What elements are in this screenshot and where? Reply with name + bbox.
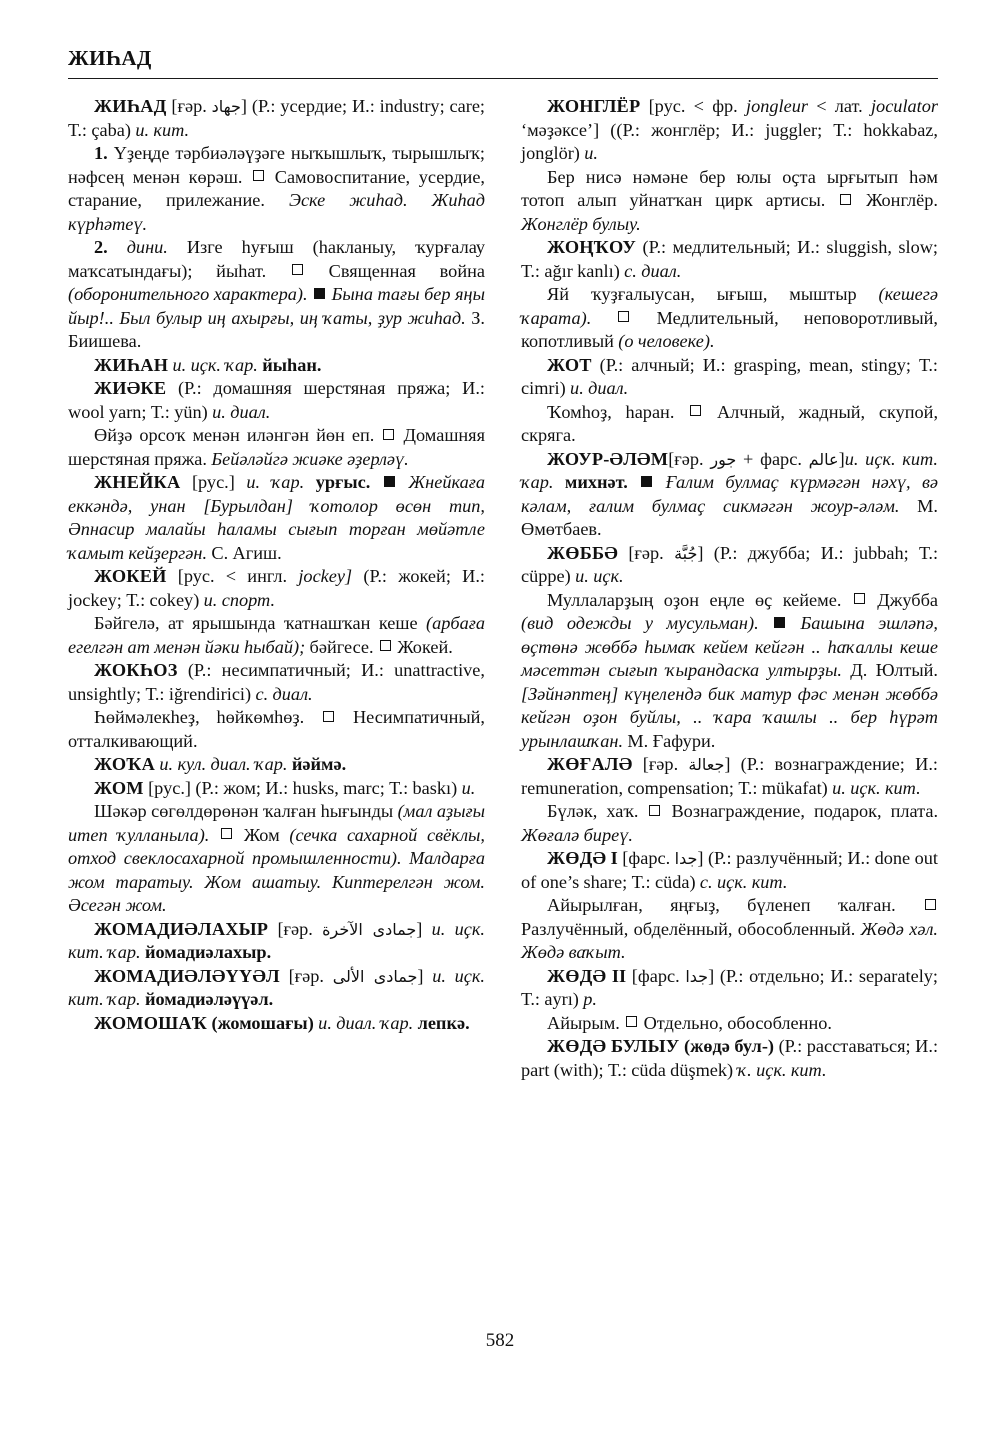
- gloss-ru: (Р.: жокей;: [363, 566, 451, 586]
- entry-zhihad-sense-2: [68, 236, 485, 354]
- headword: ЖОНГЛЁР: [547, 96, 641, 116]
- gloss-ru: (Р.: разлучённый;: [707, 848, 843, 868]
- headword: ЖОМАДИӘЛӘҮҮӘЛ: [94, 965, 280, 986]
- etymology: [ғəр. جمادى الألى]: [288, 965, 424, 986]
- sense-number: 2.: [94, 237, 108, 257]
- header-rule: [68, 78, 938, 79]
- cross-reference: михнəт.: [564, 472, 628, 492]
- sense-definition-ru: Священная война: [328, 260, 485, 281]
- definition-ru: Вознаграждение, подарок, плата.: [671, 801, 939, 821]
- entry-zhoda-2: [521, 965, 938, 1012]
- gloss-ru: (Р.: отдельно;: [719, 965, 825, 986]
- gloss-ru: (Р.: джубба;: [713, 542, 811, 563]
- gloss-tr: Т.: baskı): [389, 777, 458, 798]
- open-square-icon: [253, 170, 264, 181]
- gloss-ru: (Р.: несимпатичный;: [187, 660, 351, 680]
- headword-form: (жомошағы): [211, 1012, 314, 1033]
- open-square-icon: [649, 805, 660, 816]
- grammar-label: и. кул. диал. ҡар.: [159, 754, 288, 774]
- entry-zhomadialahyr: [68, 918, 485, 965]
- headword: ЖИҺАД: [94, 96, 167, 116]
- headword: ЖОКЕЙ: [94, 566, 167, 586]
- citation: Бына тағы бер яңы йыр!.. Был булыр иң ахырғы, иң ҡаты, ҙур жиһад.: [68, 284, 485, 328]
- definition-ru: Разлучённый, обделённый, обособленный.: [521, 918, 856, 939]
- citation-1: Башына эшлəпə, өҫтөнə жөббə һымаҡ кейем кейгəн .. һаҡаллы кеше мəсеттəн сығып ҡырандаска ултырҙы.: [521, 613, 938, 680]
- citation-2: [Зəйнəптең] күңелендə бик матур фəс менəн жөббə кейгəн оҙон буйлы, .. ҡара ҡашлы .. бер һүрəт урынлашҡан.: [521, 683, 938, 751]
- definition-ru: Медлительный, неповоротливый, копотливый: [521, 307, 939, 351]
- usage-label: дини.: [126, 237, 168, 257]
- gloss-tr: Т.: cüda düşmek): [607, 1059, 734, 1080]
- grammar-label: с. иҫк. кит.: [699, 871, 788, 892]
- etymology: [фарс. جدا]: [631, 965, 715, 986]
- filled-square-icon: [314, 288, 325, 299]
- etymology: [ғəр. جمادى الآخرة]: [277, 918, 423, 939]
- homonym-number: II: [611, 965, 627, 986]
- etymology: [фарс. جدا]: [622, 848, 704, 868]
- definition-ru: Жокей.: [397, 636, 453, 657]
- grammar-label: р.: [583, 989, 597, 1009]
- entry-zhomadialauual: [68, 965, 485, 1012]
- etymology-prefix: [рус. < ингл.: [177, 566, 288, 586]
- grammar-label: и. спорт.: [203, 589, 276, 610]
- gloss-en: И.: grasping, mean, stingy;: [702, 354, 911, 375]
- gloss-ru: Р.: усердие;: [257, 96, 348, 116]
- open-square-icon: [690, 405, 701, 416]
- cross-reference: урғыс.: [315, 472, 371, 492]
- definition-bash-end: бəйгесе.: [309, 636, 374, 657]
- definition-bash: Ҡомһоҙ, һаран.: [547, 401, 675, 422]
- entry-zhiake: [68, 377, 485, 424]
- gloss-en: И.: husks, marc;: [265, 777, 385, 798]
- grammar-label: и. кит.: [135, 119, 190, 140]
- headword: ЖОМОШАҠ: [94, 1012, 208, 1033]
- gloss-ru: (Р.: домашняя шерстяная пряжа;: [178, 378, 451, 398]
- examples: Малдарға жом таратыу. Жом ашатыу. Киптерелгəн жом. Əсегəн жом.: [68, 848, 486, 915]
- gloss-tr: Т.: cimri): [521, 354, 938, 398]
- etymology-source-lat: joculator: [870, 96, 938, 116]
- citation-author: З. Биишева.: [68, 307, 485, 351]
- entry-zhoda-1: [521, 847, 938, 894]
- gloss-en: И.: separately;: [830, 965, 939, 986]
- running-head: ЖИҺАД: [68, 46, 152, 70]
- entry-zhokhoz-definition: [68, 706, 485, 753]
- definition-ru: Жом: [243, 824, 280, 845]
- definition-bash-paren: (кешегə ҡарата).: [521, 284, 938, 328]
- entry-zhom-definition: [68, 800, 485, 918]
- etymology: [рус.]: [191, 472, 235, 492]
- gloss-tr: Т.: ağır kanlı): [521, 260, 620, 281]
- grammar-label: и. иҫк.: [575, 566, 624, 586]
- open-square-icon: [840, 194, 851, 205]
- grammar-label: и. иҫк. ҡар.: [172, 354, 258, 375]
- entry-zhour-alam: [521, 448, 938, 542]
- homonym-number: I: [610, 848, 618, 868]
- arabic-script: جهاد: [211, 97, 241, 116]
- gloss-tr: Т.: hokkabaz, jonglör): [521, 119, 938, 163]
- examples: Бейəлəйгə жиəке əҙерлəү.: [211, 448, 409, 469]
- grammar-label: и.: [584, 143, 598, 163]
- definition-bash: Бүлəк, хаҡ.: [547, 801, 639, 821]
- entry-zhokey: [68, 565, 485, 612]
- arabic-script: جدا: [674, 849, 698, 868]
- etymology: [рус.]: [148, 777, 191, 798]
- headword: ЖИӘКЕ: [94, 378, 167, 398]
- gloss-en: И.: remuneration, compensation;: [521, 754, 938, 798]
- gloss-tr: Т.: cüppe): [521, 542, 939, 586]
- gloss-en: И.: jockey;: [68, 566, 485, 610]
- gloss-ru: (Р.: расставаться;: [778, 1036, 911, 1056]
- grammar-label: и. иҫк. кит. ҡар.: [68, 918, 485, 962]
- entry-zhonglyor: ЖОНГЛЁР [рус. < фр. jongleur < лат. joculator ‘мəҙəксе’] ((Р.: жонглёр; И.: juggler; Т.: hokkabaz, jonglör) и.: [521, 96, 938, 163]
- definition-bash: Муллаларҙың оҙон еңле өҫ кейеме.: [547, 589, 842, 610]
- grammar-label: и. иҫк. кит. ҡар.: [521, 448, 938, 492]
- definition-ru: Домашняя шерстяная пряжа.: [68, 425, 485, 469]
- gloss-tr: Т.: iğrendirici): [145, 683, 252, 704]
- etymology-meaning: ‘мəҙəксе’]: [521, 119, 600, 140]
- entry-zhoka: [68, 753, 485, 777]
- gloss-en: И.: jubbah;: [820, 542, 909, 563]
- headword: ЖНЕЙКА: [94, 472, 181, 492]
- arabic-script: جمادى الآخرة: [322, 919, 417, 939]
- definition-bash-paren: (мал аҙығы итеп ҡулланыла).: [68, 801, 485, 845]
- open-square-icon: [618, 311, 629, 322]
- grammar-label: и. диал.: [212, 401, 271, 422]
- open-square-icon: [292, 264, 303, 275]
- definition-bash-paren: (арбаға егелгəн ат менəн йəки һыбай);: [68, 613, 485, 657]
- definition-bash: Өйҙə орсоҡ менəн илəнгəн йөн еп.: [94, 425, 375, 445]
- filled-square-icon: [384, 476, 395, 487]
- entry-zhneika: [68, 471, 485, 565]
- arabic-script: جور: [710, 449, 737, 469]
- headword: ЖОУР-ӘЛӘМ: [547, 448, 669, 469]
- cross-reference: лепкə.: [417, 1012, 470, 1033]
- definition-bash: Шəкəр сөгөлдөрөнəн ҡалған һығынды: [94, 801, 394, 821]
- open-square-icon: [221, 828, 232, 839]
- definition-ru: Джубба: [877, 589, 939, 610]
- cross-reference: йыһан.: [262, 354, 322, 375]
- definition-ru: Жонглёр.: [866, 190, 938, 210]
- definition-bash: Айырым.: [547, 1012, 620, 1033]
- citation: Жнейкаға еккəндə, унан [Бурылдан] ҡотолор өсөн тип, Əпнасир малайы һаламы сығып торған мөйəтле ҡамыт кейҙергəн.: [68, 472, 486, 563]
- cross-reference: йомадиəлəүүəл.: [144, 989, 274, 1009]
- definition-bash: Һөймəлекһеҙ, һөйкөмһөҙ.: [94, 707, 305, 727]
- definition-bash: Бəйгелə, ат ярышында ҡатнашҡан кеше: [94, 613, 418, 633]
- citation-author: С. Агиш.: [211, 542, 282, 563]
- right-column: [521, 95, 938, 1082]
- gloss-en: И.: sluggish, slow;: [797, 237, 939, 257]
- headword: ЖОМАДИӘЛАХЫР: [94, 918, 269, 939]
- grammar-label: с. диал.: [255, 683, 313, 704]
- sense-examples: Эске жиһад. Жиһад күрһəтеү.: [68, 190, 485, 234]
- headword: ЖӨДӘ: [547, 848, 607, 868]
- arabic-script: جدا: [685, 966, 709, 986]
- open-square-icon: [925, 899, 936, 910]
- headword: ЖОКҺОЗ: [94, 660, 178, 680]
- headword: ЖОМ: [94, 777, 144, 798]
- examples: Жөдə хəл. Жөдə ваҡыт.: [521, 918, 939, 962]
- sense-definition-ru-paren: (оборонительного характера).: [68, 284, 308, 304]
- citation-author: М. Өмөтбаев.: [521, 495, 938, 539]
- gloss-tr: Т.: cokey): [126, 589, 200, 610]
- grammar-label: с. диал.: [624, 260, 682, 281]
- gloss-en: И.: part (with);: [521, 1036, 939, 1080]
- entry-zhobba-definition: [521, 589, 938, 754]
- entry-zhobba: [521, 542, 938, 589]
- entry-zhot: [521, 354, 938, 401]
- headword: ЖИҺАН: [94, 354, 169, 375]
- open-square-icon: [854, 593, 865, 604]
- headword-form: (жөдə бул-): [684, 1036, 774, 1056]
- entry-zhiake-definition: [68, 424, 485, 471]
- grammar-label: и. иҫк. кит. ҡар.: [68, 965, 485, 1009]
- etymology: [ғəр. جهاد]: [171, 96, 247, 116]
- grammar-label: и. диал. ҡар.: [318, 1012, 414, 1033]
- entry-zhogala: [521, 753, 938, 800]
- definition-ru: Несимпатичный, отталкивающий.: [68, 707, 486, 751]
- headword: ЖОҠА: [94, 754, 155, 774]
- etymology-prefix: [рус. < фр.: [648, 96, 738, 116]
- arabic-script: جُبَّة: [674, 543, 698, 563]
- entry-zhot-definition: [521, 401, 938, 448]
- gloss-tr: Т.: yün): [150, 401, 208, 422]
- etymology-mid: < лат.: [816, 96, 863, 116]
- cross-reference: йомадиəлахыр.: [144, 942, 272, 962]
- entry-zhihad: ЖИҺАД [ғəр. جهاد] (Р.: усердие; И.: industry; care; Т.: çaba) и. кит.: [68, 96, 486, 140]
- etymology-source-fr: jongleur: [746, 96, 808, 116]
- cross-reference: йəймə.: [291, 754, 347, 774]
- sense-definition-bash: Изге һуғыш (һакланыу, ҡурғалау маҡсатындағы); йыһат.: [68, 237, 486, 281]
- entry-zhokhoz: [68, 659, 485, 706]
- definition-ru-paren: (о человеке).: [618, 331, 715, 351]
- two-column-body: [68, 95, 938, 1082]
- etymology-source: jockey]: [298, 566, 353, 586]
- open-square-icon: [383, 429, 394, 440]
- headword: ЖОТ: [547, 354, 592, 375]
- headword: ЖОҢҠОУ: [547, 237, 637, 257]
- headword: ЖӨҒАЛӘ: [547, 754, 633, 774]
- gloss-tr: Т.: cüda): [631, 871, 696, 892]
- arabic-script: جمادى الألى: [332, 966, 418, 986]
- sense-number: 1.: [94, 143, 108, 163]
- headword: ЖӨДӘ БУЛЫУ: [547, 1036, 680, 1056]
- page-number: 582: [485, 1330, 515, 1351]
- etymology: [ғəр. جور + фарс. عالم]: [668, 448, 845, 469]
- gloss-ru: (Р.: вознаграждение;: [740, 754, 905, 774]
- citation-1-author: Д. Юлтый.: [850, 660, 938, 680]
- definition-bash: Яй ҡуҙғалыусан, ығыш, мыштыр: [547, 284, 857, 304]
- gloss-ru: (Р.: жом;: [195, 777, 261, 798]
- sense-definition-bash: Үҙеңде тəрбиəлəүҙəге ныҡышлыҡ, тырышлыҡ; нəфсең менəн көрəш.: [68, 143, 485, 187]
- citation: Ғалим булмаҫ күрмəгəн нəхү, вə кəлам, ғалим булмаҫ сикмəгəн жоур-əлəм.: [521, 472, 939, 516]
- open-square-icon: [323, 711, 334, 722]
- arabic-script: عالم: [808, 449, 839, 469]
- headword: ЖӨДӘ: [547, 965, 607, 986]
- gloss-tr: Т.: ayrı): [521, 989, 579, 1009]
- gloss-en: И.: unattractive, unsightly;: [68, 660, 485, 704]
- gloss-en: И.: juggler;: [731, 119, 823, 140]
- gloss-tr: Т.: çaba): [68, 119, 131, 140]
- gloss-ru: (Р.: алчный;: [599, 354, 695, 375]
- headword: ЖӨББӘ: [547, 542, 618, 563]
- entry-zhom: [68, 777, 485, 801]
- gloss-en: И.: done out of one’s share;: [521, 848, 939, 892]
- entry-zhihan: [68, 354, 485, 378]
- citation-2-author: М. Ғафури.: [627, 730, 716, 751]
- entry-zhogala-definition: [521, 800, 938, 847]
- sense-definition-ru: Самовоспитание, усердие, старание, прилежание.: [68, 166, 486, 210]
- gloss-ru: (Р.: жонглёр;: [616, 119, 721, 140]
- grammar-label: и. иҫк. кит.: [832, 777, 921, 798]
- entry-zhokey-definition: [68, 612, 485, 659]
- entry-zhoda-1-definition: [521, 894, 938, 965]
- gloss-en: И.: industry; care;: [351, 96, 486, 116]
- definition-ru: Алчный, жадный, скупой, скряга.: [521, 401, 939, 445]
- entry-zhonkou: [521, 236, 938, 283]
- entry-zhomoshak: [68, 1012, 485, 1036]
- gloss-tr: Т.: mükafat): [738, 777, 828, 798]
- definition-ru-paren: (вид одежды у мусульман).: [521, 613, 759, 633]
- arabic-script: جعالة: [688, 755, 725, 774]
- entry-zhonglyor-definition: [521, 166, 938, 237]
- left-column: [68, 95, 485, 1035]
- etymology: [ғəр. جُبَّة]: [628, 542, 704, 563]
- grammar-label: ҡ. иҫк. кит.: [737, 1059, 827, 1080]
- gloss-ru: (Р.: медлительный;: [642, 237, 791, 257]
- definition-ru: Отдельно, обособленно.: [643, 1012, 832, 1033]
- grammar-label: и. диал.: [570, 378, 629, 398]
- gloss-en: И.: wool yarn;: [68, 378, 486, 422]
- definition-bash: Айырылған, яңғыҙ, бүленеп ҡалған.: [547, 895, 896, 915]
- entry-zhonkou-definition: [521, 283, 938, 354]
- examples: Жөғалə бирeү.: [521, 824, 633, 845]
- etymology: [ғəр. جعالة]: [642, 754, 731, 774]
- entry-zhoda-2-definition: [521, 1012, 938, 1036]
- entry-zhihad-sense-1: [68, 142, 485, 236]
- open-square-icon: [626, 1016, 637, 1027]
- definition-ru-paren: (сечка сахарной свёклы, отход свеклосахарной промышленности).: [68, 824, 485, 868]
- grammar-label: и. ҡар.: [246, 472, 305, 492]
- definition-bash: Бер нисə нəмəне бер юлы оҫта ырғытып һəм тотоп алып уйнатҡан цирк артисы.: [521, 166, 938, 210]
- grammar-label: и.: [461, 777, 476, 798]
- entry-zhoda-buluiu: [521, 1035, 938, 1082]
- filled-square-icon: [774, 617, 785, 628]
- open-square-icon: [380, 640, 391, 651]
- examples: Жонглёр булыу.: [521, 213, 641, 234]
- filled-square-icon: [641, 476, 652, 487]
